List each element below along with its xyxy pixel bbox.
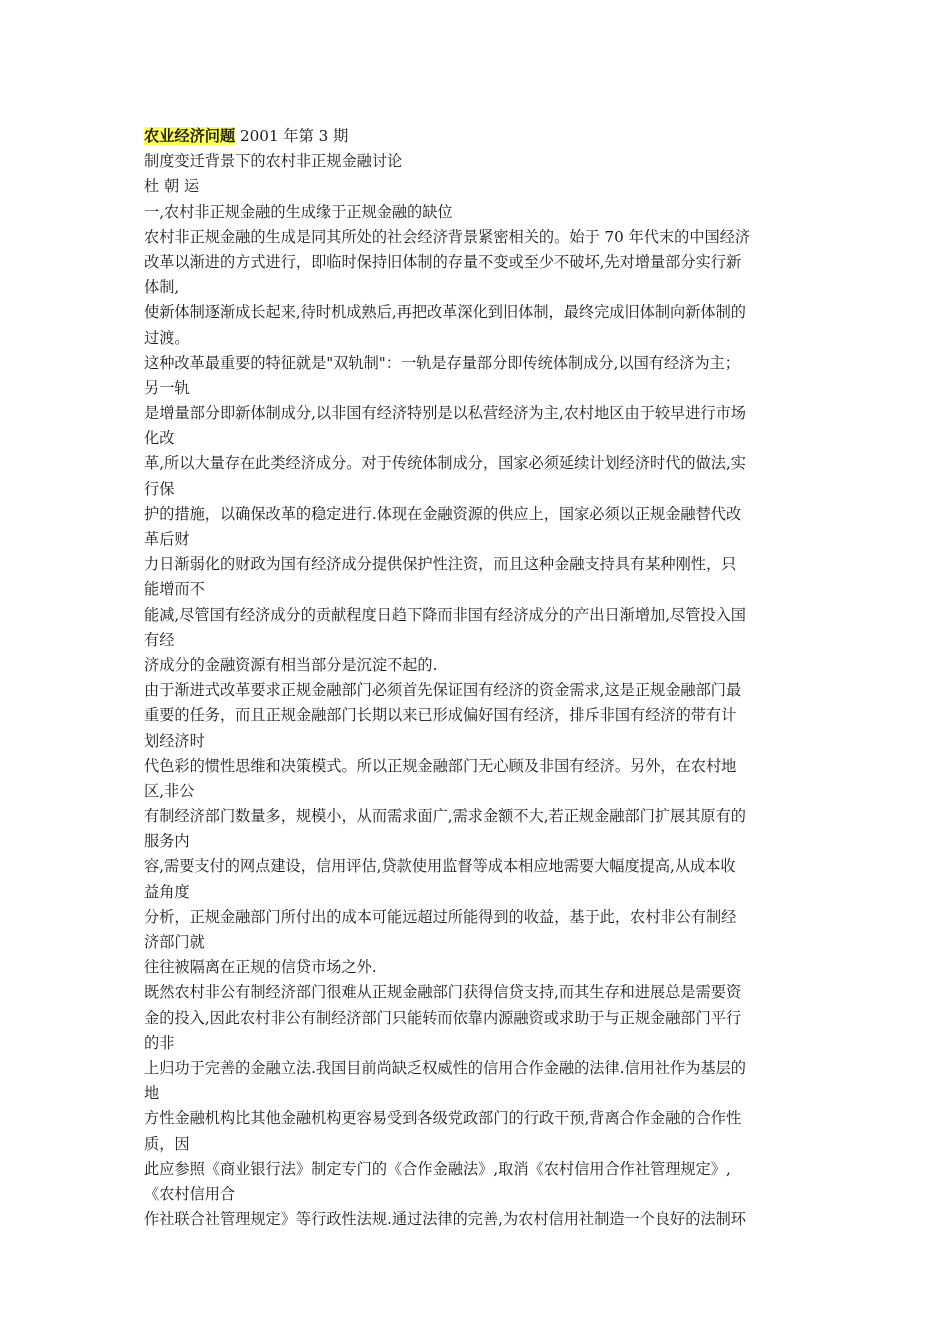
- body-line: 既然农村非公有制经济部门很难从正规金融部门获得信贷支持,而其生存和进展总是需要资: [144, 983, 742, 1002]
- body-line: 代色彩的惯性思维和决策模式。所以正规金融部门无心顾及非国有经济。另外，在农村地: [144, 756, 737, 775]
- body-line: 作社联合社管理规定》等行政性法规.通过法律的完善,为农村信用社制造一个良好的法制环: [144, 1210, 746, 1229]
- body-line: 益角度: [144, 882, 190, 901]
- body-line: 力日渐弱化的财政为国有经济成分提供保护性注资，而且这种金融支持具有某种刚性，只: [144, 555, 737, 574]
- body-line: 上归功于完善的金融立法.我国目前尚缺乏权威性的信用合作金融的法律.信用社作为基层的: [144, 1058, 746, 1077]
- body-line: 地: [144, 1084, 160, 1103]
- body-line: 由于渐进式改革要求正规金融部门必须首先保证国有经济的资金需求,这是正规金融部门最: [144, 681, 742, 700]
- body-line: 另一轨: [144, 378, 190, 397]
- body-line: 护的措施，以确保改革的稳定进行.体现在金融资源的供应上，国家必须以正规金融替代改: [144, 504, 742, 523]
- body-line: 是增量部分即新体制成分,以非国有经济特别是以私营经济为主,农村地区由于较早进行市场: [144, 404, 746, 423]
- journal-header: [144, 124, 809, 149]
- body-line: 区,非公: [144, 781, 195, 800]
- body-line: 济部门就: [144, 933, 205, 951]
- body-line: 行保: [144, 479, 175, 498]
- body-line: 化改: [144, 429, 175, 448]
- body-line: 重要的任务，而且正规金融部门长期以来已形成偏好国有经济，排斥非国有经济的带有计: [144, 706, 737, 725]
- document-page: [144, 124, 809, 1232]
- section-heading: 一,农村非正规金融的生成缘于正规金融的缺位: [144, 202, 453, 221]
- body-line: 划经济时: [144, 731, 205, 750]
- body-line: 有制经济部门数量多，规模小，从而需求面广,需求金额不大,若正规金融部门扩展其原有的: [144, 807, 746, 826]
- body-line: 能增而不: [144, 580, 205, 599]
- body-line: 方性金融机构比其他金融机构更容易受到各级党政部门的行政干预,背离合作金融的合作性: [144, 1109, 742, 1128]
- body-line: 济成分的金融资源有相当部分是沉淀不起的.: [144, 655, 438, 674]
- body-line: 体制,: [144, 278, 180, 297]
- body-line: 这种改革最重要的特征就是"双轨制"：一轨是存量部分即传统体制成分,以国有经济为主；: [144, 353, 740, 372]
- body-line: 质，因: [144, 1134, 190, 1153]
- article-title: 制度变迁背景下的农村非正规金融讨论: [144, 152, 403, 171]
- body-line: 分析，正规金融部门所付出的成本可能远超过所能得到的收益，基于此，农村非公有制经: [144, 907, 737, 926]
- body-line: 能减,尽管国有经济成分的贡献程度日趋下降而非国有经济成分的产出日渐增加,尽管投入国: [144, 605, 746, 624]
- body-text: [144, 225, 809, 1233]
- body-line: 金的投入,因此农村非公有制经济部门只能转而依靠内源融资或求助于与正规金融部门平行: [144, 1008, 742, 1027]
- article-author: 杜 朝 运: [144, 177, 200, 196]
- body-line: 革,所以大量存在此类经济成分。对于传统体制成分，国家必须延续计划经济时代的做法,实: [144, 454, 746, 473]
- journal-issue: 2001 年第 3 期: [235, 127, 349, 145]
- body-line: 《农村信用合: [144, 1184, 236, 1203]
- body-line: 此应参照《商业银行法》制定专门的《合作金融法》,取消《农村信用合作社管理规定》,: [144, 1159, 731, 1178]
- body-line: 往往被隔离在正规的信贷市场之外.: [144, 958, 377, 977]
- body-line: 服务内: [144, 832, 190, 851]
- body-line: 容,需要支付的网点建设，信用评估,贷款使用监督等成本相应地需要大幅度提高,从成本收: [144, 857, 736, 876]
- body-line: 使新体制逐渐成长起来,待时机成熟后,再把改革深化到旧体制，最终完成旧体制向新体制的: [144, 303, 746, 322]
- body-line: 有经: [144, 630, 175, 649]
- body-line: 农村非正规金融的生成是同其所处的社会经济背景紧密相关的。始于 70 年代末的中国经济: [144, 227, 751, 246]
- body-line: 过渡。: [144, 328, 190, 347]
- body-line: 的非: [144, 1033, 175, 1052]
- body-line: 革后财: [144, 530, 190, 548]
- journal-name-highlight: 农业经济问题: [144, 127, 236, 145]
- body-line: 改革以渐进的方式进行，即临时保持旧体制的存量不变或至少不破坏,先对增量部分实行新: [144, 252, 742, 271]
